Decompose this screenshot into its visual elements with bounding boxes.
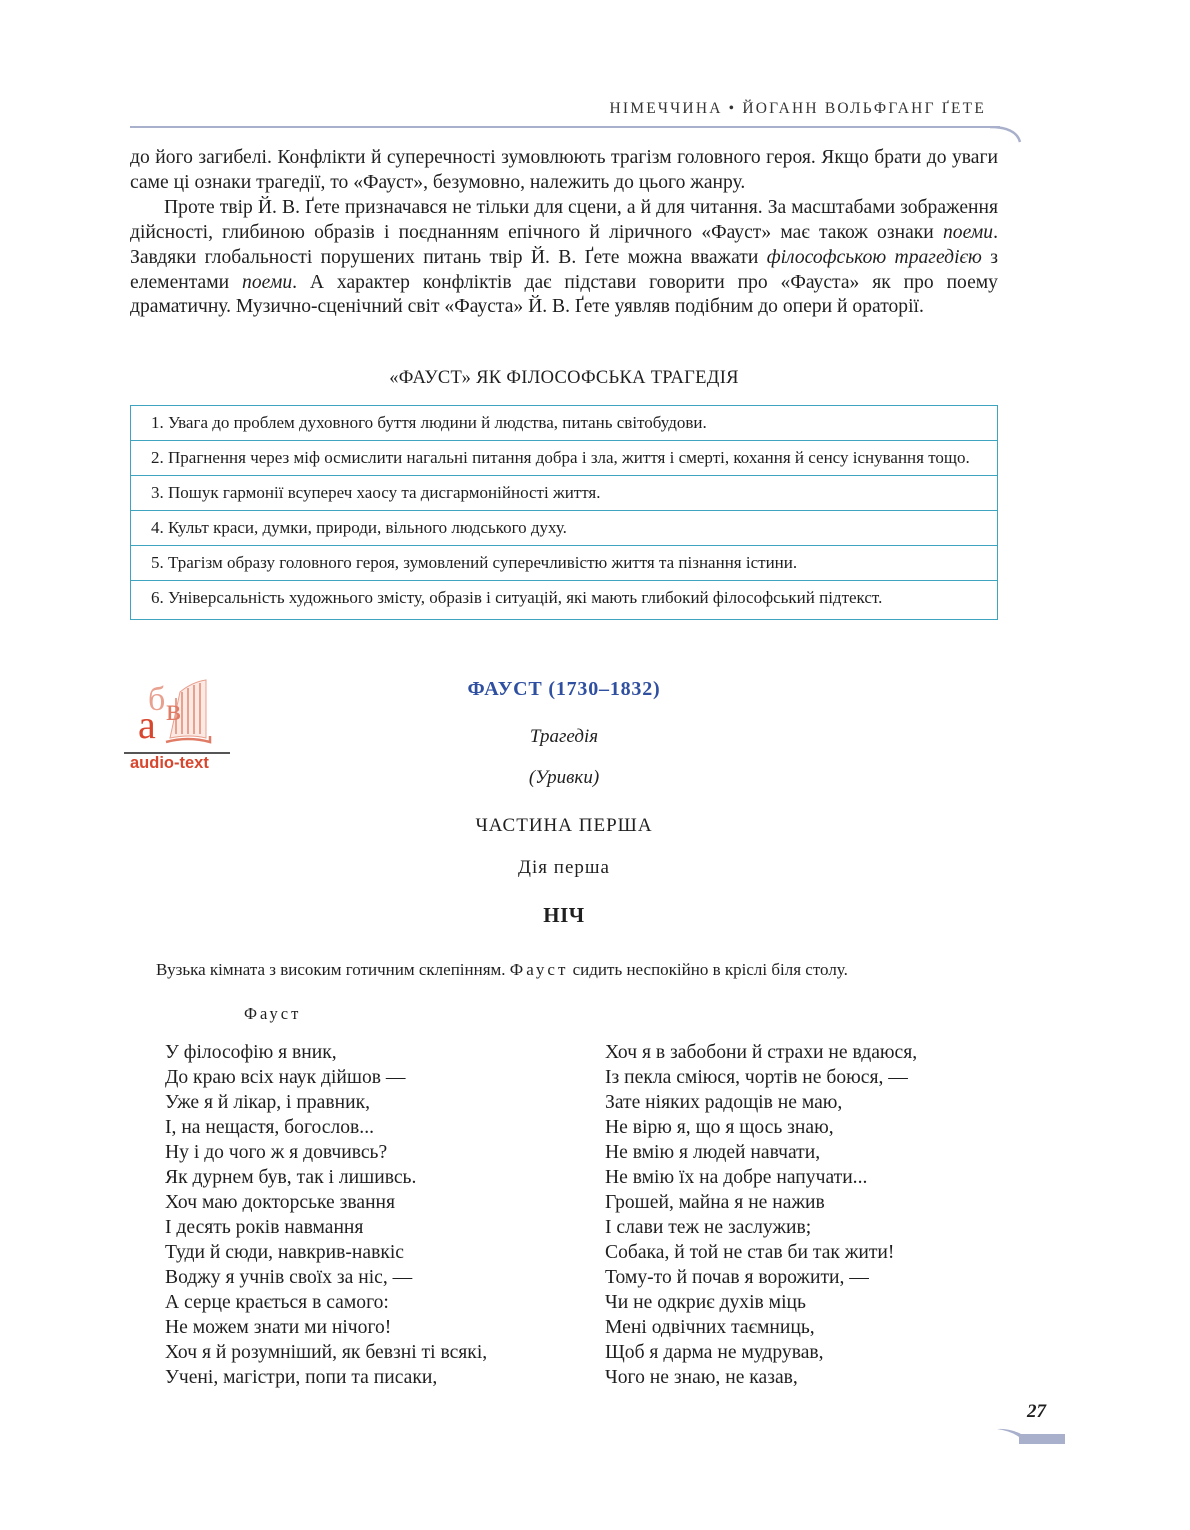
verse-line: Із пекла сміюся, чортів не боюся, — [605,1067,908,1088]
svg-text:в: в [166,691,182,727]
verse-line: І, на нещастя, богослов... [165,1117,374,1138]
act-heading: Дія перша [518,857,610,878]
verse-line: Грошей, майна я не нажив [605,1192,825,1213]
verse-line: Щоб я дарма не мудрував, [605,1342,824,1363]
genre-label: Трагедія [529,726,599,747]
verse-line: Хоч я в забобони й страхи не вдаюся, [605,1042,918,1063]
verse-line: Чого не знаю, не казав, [605,1367,798,1388]
table-row: 5. Трагізм образу головного героя, зумовлений суперечливістю життя та пізнання істини. [131,546,997,581]
verse-line: Воджу я учнів своїх за ніс, — [165,1267,413,1288]
page-corner-mark [995,1427,1067,1447]
part-heading: ЧАСТИНА ПЕРША [475,815,653,836]
verse-line: І десять років навмання [165,1217,364,1238]
verse-line: Собака, й той не став би так жити! [605,1242,895,1263]
header-rule [130,126,1000,128]
stage-direction: Вузька кімната з високим готичним склепінням. Фауст сидить неспокійно в кріслі біля столу. [156,960,848,979]
verse-line: Уже я й лікар, і правник, [165,1092,371,1113]
verse-line: Чи не одкриє духів міць [605,1292,806,1313]
table-row: 1. Увага до проблем духовного буття людини й людства, питань світобудови. [131,406,997,441]
intro-paragraph-2: Проте твір Й. В. Ґете призначався не тільки для сцени, а й для читання. За масштабами зображення дійсності, глибиною образів і поєднанням епічного й ліричного «Фауст» має також ознаки поеми. Завдяки глобальності порушених питань твір Й. В. Ґете можна вважати філософською трагедією з елементами поеми. А характер конфліктів дає підстави говорити про «Фауста» як про поему драматичну. Музично-сценічний світ «Фауста» Й. В. Ґете уявляв подібним до опери й ораторії. [130,196,998,318]
verse-line: І слави теж не заслужив; [605,1217,812,1238]
work-title: ФАУСТ (1730–1832) [467,678,661,700]
table-row: 6. Універсальність художнього змісту, образів і ситуацій, які мають глибокий філософський підтекст. [131,581,997,620]
excerpt-note: (Уривки) [528,767,600,788]
svg-text:б: б [148,681,166,718]
verse-column-left [165,1040,487,1390]
scene-heading: НІЧ [543,903,585,927]
verse-line: Не вмію я людей навчати, [605,1142,821,1163]
verse-line: Зате ніяких радощів не маю, [605,1092,843,1113]
verse-line: Не вірю я, що я щось знаю, [605,1117,834,1138]
verse-line: Туди й сюди, навкрив-навкіс [165,1242,404,1263]
intro-text [130,146,998,320]
verse-line: Як дурнем був, так і лишивсь. [165,1167,417,1188]
verse-line: Учені, магістри, попи та писаки, [165,1367,438,1388]
verse-line: Тому-то й почав я ворожити, — [605,1267,869,1288]
verse-line: А серце крається в самого: [165,1292,389,1313]
verse-line: Ну і до чого ж я довчивсь? [165,1142,388,1163]
verse-line: Хоч я й розумніший, як бевзні ті всякі, [165,1342,488,1363]
running-head: НІМЕЧЧИНА • ЙОГАНН ВОЛЬФГАНГ ҐЕТЕ [609,100,986,117]
table-row: 2. Прагнення через міф осмислити нагальні питання добра і зла, життя і смерті, кохання й сенсу існування тощо. [131,441,997,476]
table-row: 3. Пошук гармонії всупереч хаосу та дисгармонійності життя. [131,476,997,511]
verse-line: До краю всіх наук дійшов — [165,1067,406,1088]
audio-text-label[interactable]: audio-text [130,754,209,772]
page-number: 27 [1027,1401,1046,1422]
verse-line: Хоч маю докторське звання [165,1192,396,1213]
verse-line: У філософію я вник, [165,1042,337,1063]
verse-line: Мені одвічних таємниць, [605,1317,815,1338]
speaker-name: Фауст [244,1004,302,1023]
svg-text:a: a [138,702,156,747]
verse-line: Не вмію їх на добре напучати... [605,1167,868,1188]
intro-paragraph-1: до його загибелі. Конфлікти й суперечності зумовлюють трагізм головного героя. Якщо брати до уваги саме ці ознаки трагедії, то «Фауст», безумовно, належить до цього жанру. [130,147,998,193]
table-title: «ФАУСТ» ЯК ФІЛОСОФСЬКА ТРАГЕДІЯ [389,368,739,388]
verse-column-right [605,1040,917,1390]
table-row: 4. Культ краси, думки, природи, вільного людського духу. [131,511,997,546]
features-table [130,405,998,620]
verse-line: Не можем знати ми нічого! [165,1317,392,1338]
